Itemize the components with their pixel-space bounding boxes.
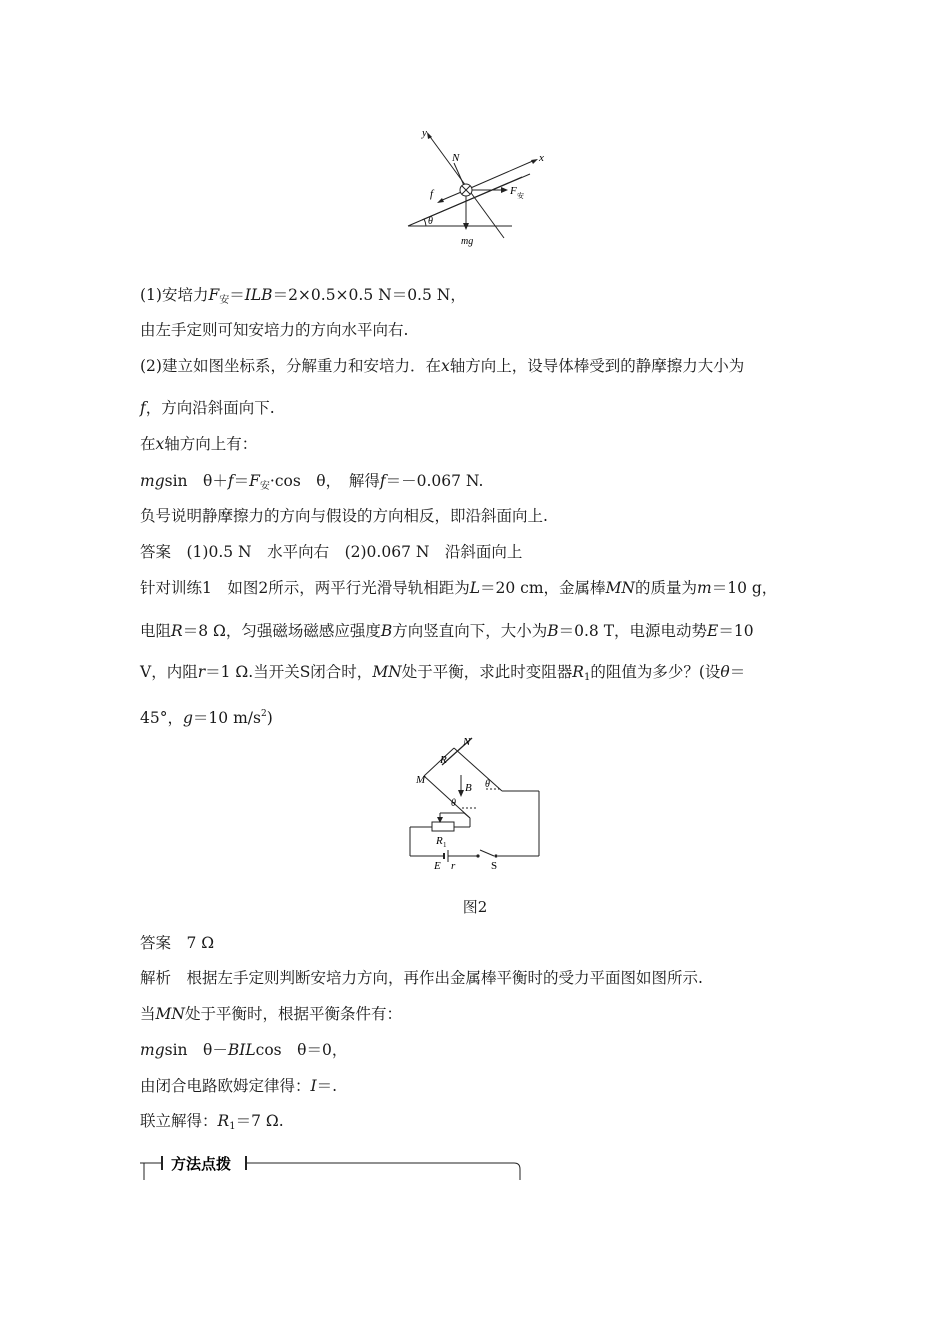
label-E: E [434,860,441,872]
label-S: S [491,860,498,872]
part1-line1: (1)安培力$F_安=ILB=2\times 0.5\times 0.5$ N＝0.5 N， [140,286,466,306]
part2-equation: mgsin $\theta+f=F_安\cdot\cos$ θ， 解得f＝－0.067 N. [140,472,484,492]
part2-line3: 在x轴方向上有： [140,435,258,453]
part2-line5: 负号说明静摩擦力的方向与假设的方向相反，即沿斜面向上. [140,507,548,525]
label-theta-top: θ [485,779,490,790]
analysis-equation: mgsin θ－BILcos θ＝0， [140,1041,348,1059]
analysis-line5: 联立解得：$R_1=7$ Ω. [140,1112,284,1132]
analysis-line4: 由闭合电路欧姆定律得：I＝. [140,1077,338,1095]
method-tip-box [140,1150,522,1180]
label-theta-bottom: θ [451,798,456,809]
method-tip-label: 方法点拨 [171,1157,232,1173]
figure-caption: 图2 [462,898,488,916]
training-line3: V，内阻r＝1 Ω.当开关S闭合时，MN处于平衡，求此时变阻器$R_1$的阻值为多少？(设θ＝ [140,663,746,683]
part2-line2: f，方向沿斜面向下. [140,399,275,417]
label-M: M [416,774,426,786]
label-mg: mg [461,236,474,247]
label-f: f [430,188,434,200]
label-R1-sub: 1 [443,841,447,849]
analysis-line2: 当MN处于平衡时，根据平衡条件有： [140,1005,402,1023]
label-N: N [452,152,460,164]
force-diagram [400,120,560,255]
label-r: r [451,860,456,872]
answer1: 答案 (1)0.5 N 水平向右 (2)0.067 N 沿斜面向上 [140,543,523,561]
label-y: y [422,127,427,139]
label-F: F [510,185,517,197]
answer2: 答案 7 Ω [140,934,215,952]
label-F-sub: 安 [517,192,524,200]
label-R: R [440,754,447,766]
analysis-line1: 解析 根据左手定则判断安培力方向，再作出金属棒平衡时的受力平面图如图所示. [140,969,703,987]
part1-line2: 由左手定则可知安培力的方向水平向右. [140,321,409,339]
label-theta: θ [428,216,433,227]
training-line4: 45°，g＝10 $m/s^2$) [140,709,273,727]
label-x: x [539,152,544,164]
label-N2: N [463,736,471,748]
part2-line1: (2)建立如图坐标系，分解重力和安培力．在x轴方向上，设导体棒受到的静摩擦力大小为 [140,357,745,375]
label-R1: R [436,835,443,847]
circuit-diagram [402,733,547,873]
training-line1: 针对训练1 如图2所示，两平行光滑导轨相距为L＝20 cm，金属棒MN的质量为m＝10 g， [140,579,778,597]
label-B: B [465,782,472,794]
training-line2: 电阻R＝8 Ω，匀强磁场磁感应强度B方向竖直向下，大小为B＝0.8 T，电源电动势E＝10 [140,622,754,640]
